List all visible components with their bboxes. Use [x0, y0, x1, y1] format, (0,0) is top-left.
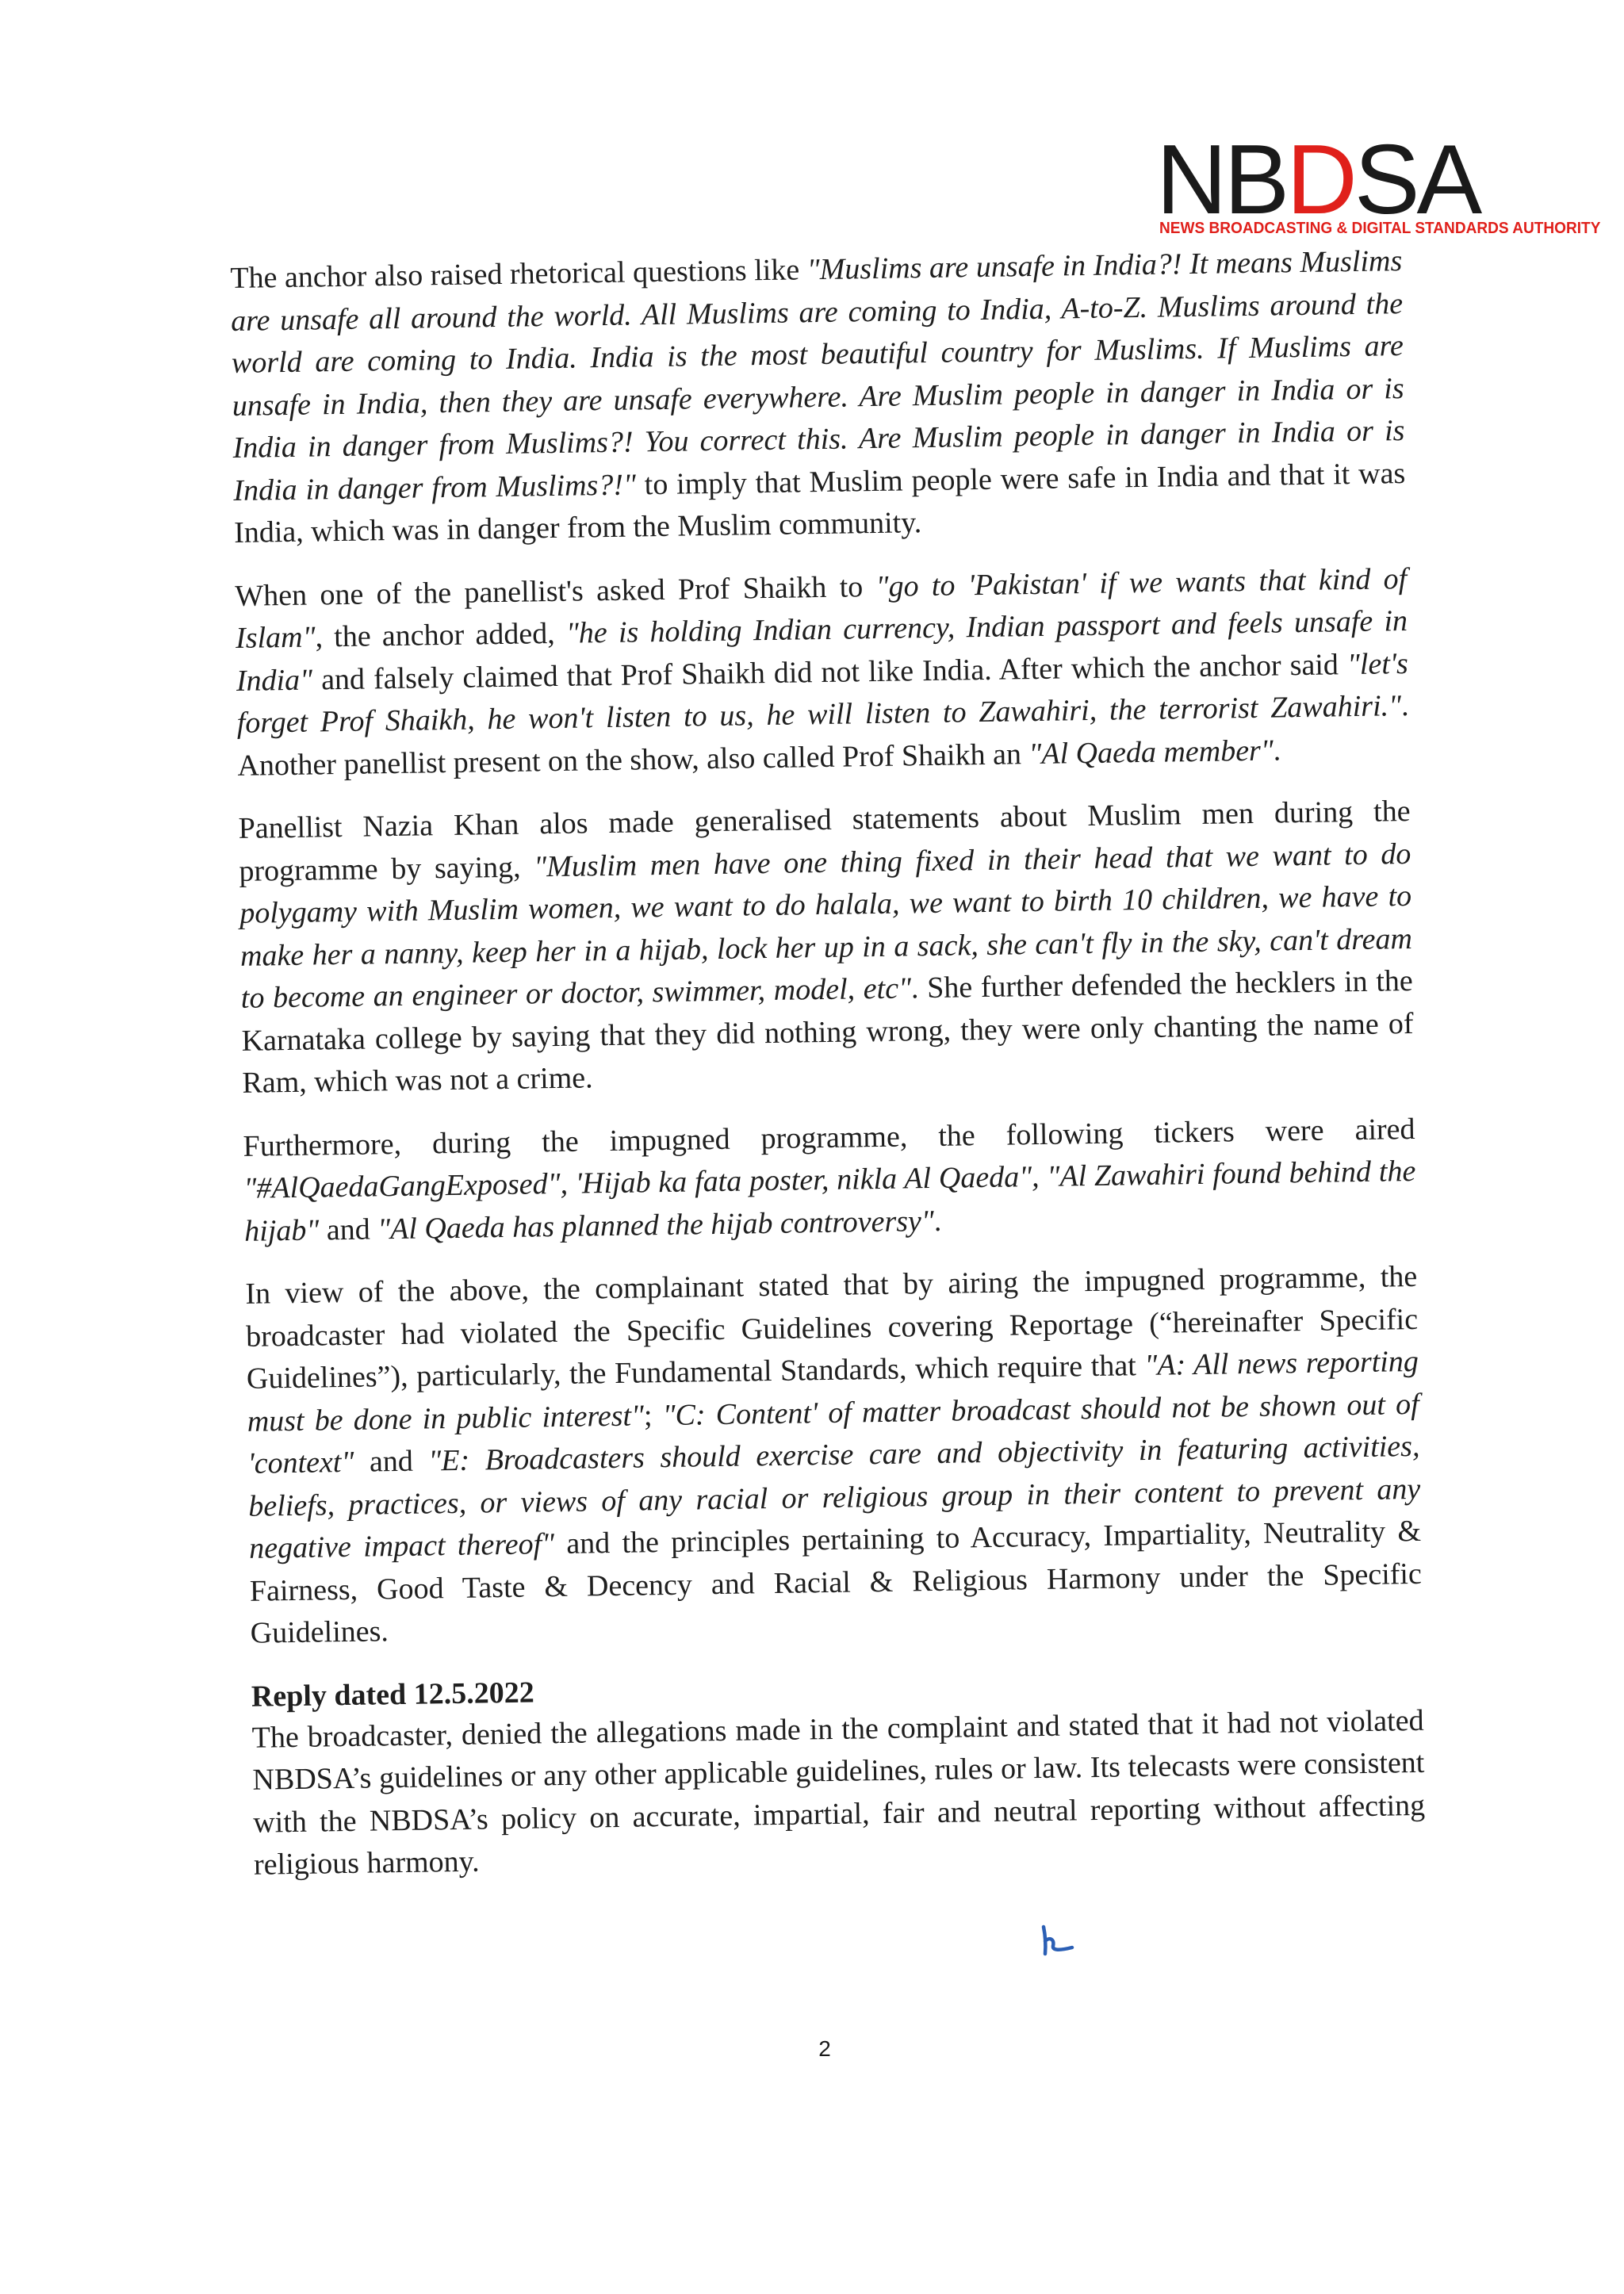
quoted-text: "let's forget Prof Shaikh, he won't listen to us, he will listen to Zawahiri, the terrorist Zawahiri.": [236, 646, 1409, 740]
paragraph-2: [235, 558, 1410, 787]
nbdsa-logo: [1147, 125, 1601, 238]
body-text: .: [933, 1204, 942, 1238]
logo-subtitle: NEWS BROADCASTING & DIGITAL STANDARDS AUTHORITY: [1159, 219, 1601, 237]
body-text: The anchor also raised rhetorical questions like: [230, 253, 808, 295]
quoted-text: "he is holding Indian currency, Indian passport and feels unsafe in India": [236, 604, 1408, 698]
quoted-text: "C: Content' of matter broadcast should not be shown out of 'context": [247, 1387, 1419, 1480]
body-text: When one of the panellist's asked Prof Shaikh to: [235, 569, 876, 613]
document-body: [230, 240, 1427, 1907]
body-text: . She further defended the hecklers in the Karnataka college by saying that they did nothing wrong, they were only chanting the name of Ram, which was not a crime.: [241, 963, 1414, 1100]
paragraph-5: [245, 1256, 1423, 1655]
body-text: In view of the above, the complainant stated that by airing the impugned programme, the broadcaster had violated the Specific Guidelines covering Reportage (“hereinafter Specific Guidelines”), particularly, the Fundamental Standards, which require that: [245, 1259, 1419, 1396]
body-text: ;: [643, 1398, 663, 1432]
quoted-text: "#AlQaedaGangExposed", 'Hijab ka fata poster, nikla Al Qaeda", "Al Zawahiri found behind the hijab": [243, 1154, 1416, 1248]
body-text: . Another panellist present on the show, also called Prof Shaikh an: [237, 689, 1409, 783]
quoted-text: "Muslims are unsafe in India?! It means Muslims are unsafe all around the world. All Muslims are coming to India, A-to-Z. Muslims around the world are coming to India. India is the most beautiful country for Muslims. If Muslims are unsafe in India, then they are unsafe everywhere. Are Muslim people in danger in India or is India in danger from Muslims?! You correct this. Are Muslim people in danger in India or is India in danger from Muslims?!": [230, 244, 1405, 507]
body-text: , the anchor added,: [315, 616, 567, 654]
quoted-text: "Muslim men have one thing fixed in their head that we want to do polygamy with Muslim women, we want to do halala, we want to birth 10 children, we have to make her a nanny, keep her in a hijab, lock her up in a sack, she can't fly in the sky, can't dream to become an engineer or doctor, swimmer, model, etc": [239, 837, 1413, 1015]
paragraph-1: [230, 240, 1406, 554]
quoted-text: "A: All news reporting must be done in public interest": [247, 1344, 1419, 1438]
body-text: and falsely claimed that Prof Shaikh did not like India. After which the anchor said: [312, 647, 1348, 697]
logo-mark-pre: NB: [1156, 125, 1287, 235]
body-text: and the principles pertaining to Accuracy, Impartiality, Neutrality & Fairness, Good Taste & Decency and Racial & Religious Harmony under the Specific Guidelines.: [249, 1514, 1423, 1650]
body-text: and: [354, 1444, 429, 1479]
paragraph-4: [243, 1108, 1416, 1252]
logo-mark-accent: D: [1286, 125, 1354, 235]
body-text: Furthermore, during the impugned programme, the following tickers were aired: [243, 1112, 1415, 1163]
body-text: and: [318, 1212, 378, 1247]
reply-heading: Reply dated 12.5.2022: [251, 1676, 534, 1714]
body-text: Panellist Nazia Khan alos made generalised statements about Muslim men during the programme by saying,: [238, 794, 1411, 888]
quoted-text: "E: Broadcasters should exercise care and objectivity in featuring activities, beliefs, practices, or views of any racial or religious group in their content to prevent any negative impact thereof": [248, 1429, 1421, 1565]
quoted-text: "Al Qaeda member": [1028, 733, 1274, 771]
paragraph-3: [238, 791, 1414, 1105]
page-number: 2: [818, 2036, 831, 2061]
logo-mark-post: SA: [1354, 125, 1480, 235]
reply-paragraph: The broadcaster, denied the allegations made in the complaint and stated that it had not violated NBDSA’s guidelines or any other applicable guidelines, rules or law. Its telecasts were consistent with the NBDSA’s policy on accurate, impartial, fair and neutral reporting without affecting religious harmony.: [251, 1703, 1426, 1882]
quoted-text: "go to 'Pakistan' if we wants that kind of Islam": [235, 561, 1408, 655]
quoted-text: "Al Qaeda has planned the hijab controversy": [377, 1204, 935, 1246]
body-text: .: [1273, 733, 1281, 768]
handwritten-initials: [1036, 1922, 1083, 1959]
body-text: to imply that Muslim people were safe in India and that it was India, which was in danger from the Muslim community.: [233, 456, 1406, 550]
